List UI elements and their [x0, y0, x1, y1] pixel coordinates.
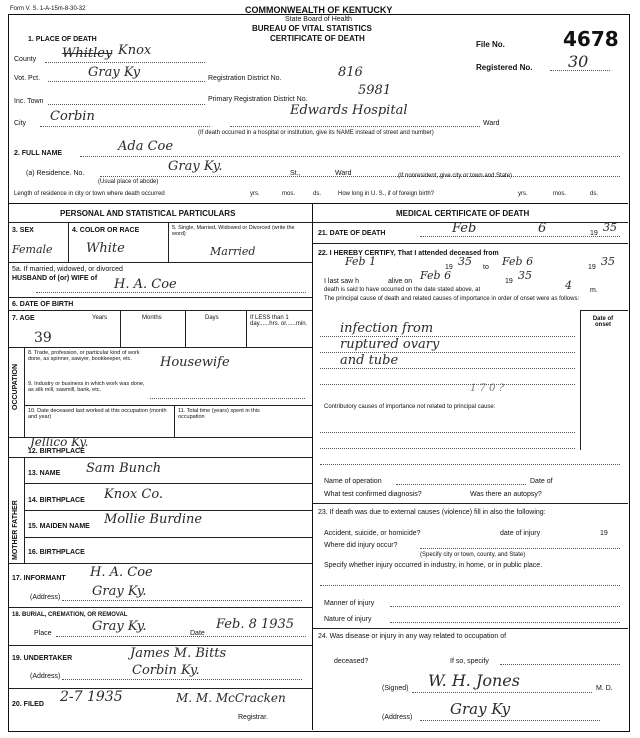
- from-year-prefix: 19: [445, 264, 453, 271]
- dod-year-value: 35: [603, 221, 617, 234]
- birthplace-value: Jellico Ky.: [30, 435, 89, 449]
- registered-no-label: Registered No.: [476, 63, 533, 72]
- county-line: [45, 62, 205, 63]
- external-causes-label: 23. If death was due to external causes (violence) fill in also the following:: [318, 509, 546, 516]
- doctor-address-value: Gray Ky: [450, 700, 511, 718]
- residence-label: (a) Residence. No.: [26, 170, 85, 177]
- length-residence-label: Length of residence in city or town where death occurred: [14, 191, 165, 197]
- burial-line: [56, 636, 306, 637]
- board-title: State Board of Health: [285, 16, 352, 23]
- from-year-value: 35: [458, 255, 472, 268]
- operation-date-label: Date of: [530, 478, 553, 485]
- signed-label: (Signed): [382, 685, 409, 692]
- mos-label-1: mos.: [282, 191, 296, 197]
- city-line: [40, 126, 210, 127]
- vot-line: [48, 81, 205, 82]
- row-line-4: [8, 347, 312, 348]
- injury-where-label: Where did injury occur?: [324, 542, 398, 549]
- certify-label: 22. I HEREBY CERTIFY, That I attended deceased from: [318, 250, 499, 257]
- informant-label: 17. INFORMANT: [12, 575, 66, 582]
- place-of-death-label: 1. PLACE OF DEATH: [28, 36, 97, 43]
- med-row-1: [312, 243, 628, 244]
- cause-rule-3: [320, 368, 575, 369]
- date-of-onset-label: Date of onset: [592, 316, 614, 328]
- row-line-10: [8, 563, 312, 564]
- father-birthplace-value: Knox Co.: [104, 487, 164, 502]
- mother-name-label: 15. MAIDEN NAME: [28, 523, 90, 530]
- test-label: What test confirmed diagnosis?: [324, 491, 422, 498]
- section-top-line: [8, 203, 628, 204]
- filed-value: 2-7 1935: [60, 689, 123, 705]
- v-age-2: [185, 310, 186, 347]
- contrib-rule-1: [320, 432, 575, 433]
- cause-line-2: ruptured ovary: [340, 337, 440, 352]
- spouse-value: H. A. Coe: [114, 277, 177, 292]
- row-line-2: [8, 297, 312, 298]
- row-line-6: [8, 457, 312, 458]
- registered-line: [550, 70, 610, 71]
- file-no-label: File No.: [476, 40, 505, 49]
- last-saw-label: I last saw h: [324, 278, 360, 285]
- registrar-value: M. M. McCracken: [176, 691, 286, 705]
- center-divider: [312, 203, 313, 730]
- burial-label: 18. BURIAL, CREMATION, OR REMOVAL: [12, 612, 128, 618]
- registered-number: 30: [568, 52, 589, 71]
- mother-name-value: Mollie Burdine: [104, 512, 203, 527]
- nonresident-note: (If nonresident, give city or town and State): [398, 173, 513, 179]
- burial-place-value: Gray Ky.: [92, 619, 147, 634]
- primary-reg-label: Primary Registration District No.: [208, 96, 308, 103]
- hospital-note: (If death occurred in a hospital or institution, give its NAME instead of street and number): [198, 130, 434, 136]
- burial-date-value: Feb. 8 1935: [216, 617, 295, 632]
- industry-label: 9. Industry or business in which work was done, as silk mill, sawmill, bank, etc.: [28, 381, 145, 393]
- injury-where-line: [420, 548, 620, 549]
- date-of-death-label: 21. DATE OF DEATH: [318, 230, 386, 237]
- birthplace-label: 12. BIRTHPLACE: [28, 448, 85, 455]
- attended-to-value: Feb 6: [502, 255, 534, 268]
- injury-specify-label: Specify whether injury occurred in industry, in home, or in public place.: [324, 562, 543, 569]
- med-row-2: [312, 503, 628, 504]
- sex-label: 3. SEX: [12, 227, 34, 234]
- medical-section-title: MEDICAL CERTIFICATE OF DEATH: [396, 209, 530, 218]
- age-label: 7. AGE: [12, 315, 35, 322]
- onset-divider: [580, 310, 581, 450]
- manner-line: [390, 606, 620, 607]
- father-name-label: 13. NAME: [28, 470, 61, 477]
- ward-label-2: Ward: [335, 170, 352, 177]
- attended-from-value: Feb 1: [345, 255, 377, 268]
- physician-signature: W. H. Jones: [428, 671, 520, 690]
- deceased-label: deceased?: [334, 658, 369, 665]
- doctor-address-line: [420, 720, 600, 721]
- mother-birthplace-label: 16. BIRTHPLACE: [28, 549, 85, 556]
- operation-label: Name of operation: [324, 478, 382, 485]
- father-name-value: Sam Bunch: [86, 461, 162, 476]
- ds-label-1: ds.: [313, 191, 322, 197]
- to-label: to: [483, 264, 489, 271]
- row-line-1: [8, 262, 312, 263]
- alive-year-prefix: 19: [505, 278, 513, 285]
- industry-line: [150, 398, 305, 399]
- undertaker-label: 19. UNDERTAKER: [12, 655, 73, 662]
- cause-rule-2: [320, 352, 575, 353]
- alive-on-label: alive on: [388, 278, 413, 285]
- principal-cause-label: The principal cause of death and related causes of importance in order of onset were as follows:: [324, 296, 580, 302]
- dod-year-prefix: 19: [590, 230, 598, 237]
- death-said-label: death is said to have occurred on the date stated above, at: [324, 287, 481, 293]
- ward-label-1: Ward: [483, 120, 500, 127]
- registration-district-label: Registration District No.: [208, 75, 282, 82]
- if-so-label: If so, specify: [450, 658, 489, 665]
- days-label: Days: [205, 315, 219, 321]
- injury-where-note: (Specify city or town, county, and State): [420, 552, 526, 558]
- med-row-3: [312, 628, 628, 629]
- burial-place-label: Place: [34, 630, 52, 637]
- undertaker-address-label: (Address): [30, 673, 61, 680]
- filed-label: 20. FILED: [12, 701, 44, 708]
- signed-line: [412, 692, 592, 693]
- occupation-value: Housewife: [160, 355, 230, 370]
- v-age-1: [120, 310, 121, 347]
- alive-on-value: Feb 6: [420, 269, 452, 282]
- county-value: Knox: [118, 43, 152, 58]
- section-title-line: [8, 222, 628, 223]
- vot-pct-value: Gray Ky: [88, 65, 141, 80]
- sex-value: Female: [12, 243, 53, 256]
- color-label: 4. COLOR OR RACE: [72, 227, 140, 234]
- doctor-address-label: (Address): [382, 714, 413, 721]
- husband-label: HUSBAND of (or) WIFE of: [12, 275, 98, 282]
- yrs-label-1: yrs.: [250, 191, 260, 197]
- to-year-value: 35: [601, 255, 615, 268]
- inc-town-label: Inc. Town: [14, 98, 44, 105]
- occupation-side-label: OCCUPATION: [12, 363, 19, 410]
- occupation-related-label: 24. Was disease or injury in any way related to occupation of: [318, 633, 507, 640]
- row-line-3: [8, 310, 312, 311]
- informant-address-label: (Address): [30, 594, 61, 601]
- injury-date-label: date of injury: [500, 530, 541, 537]
- town-line: [48, 104, 205, 105]
- contrib-rule-2: [320, 448, 575, 449]
- less-than-day-label: If LESS than 1 day......hrs. or......min.: [250, 315, 308, 327]
- bureau-title: BUREAU OF VITAL STATISTICS: [252, 24, 372, 33]
- autopsy-label: Was there an autopsy?: [470, 491, 542, 498]
- hospital-line: [230, 126, 480, 127]
- row-line-13: [8, 688, 312, 689]
- form-id: Form V. S. 1-A-15m-8-30-32: [10, 6, 86, 12]
- occ-inner-line: [24, 405, 312, 406]
- age-value: 39: [34, 330, 52, 346]
- months-label: Months: [142, 315, 162, 321]
- undertaker-line: [62, 679, 302, 680]
- dod-line: [420, 236, 620, 237]
- color-value: White: [86, 241, 125, 256]
- father-birthplace-label: 14. BIRTHPLACE: [28, 497, 85, 504]
- city-value: Corbin: [50, 109, 95, 124]
- contributory-label: Contributory causes of importance not related to principal cause:: [324, 404, 496, 410]
- dod-month-value: Feb: [452, 221, 477, 236]
- death-hour-value: 4: [565, 279, 572, 292]
- cause-rule-1: [320, 336, 575, 337]
- full-name-value: Ada Coe: [118, 139, 174, 154]
- county-struck: Whitley: [62, 46, 113, 61]
- time-suffix: m.: [590, 287, 598, 294]
- residence-value: Gray Ky.: [168, 159, 223, 174]
- row-line-8: [24, 510, 312, 511]
- total-time-label: 11. Total time (years) spent in this occupation: [178, 408, 260, 420]
- cause-rule-4: [320, 384, 575, 385]
- nature-label: Nature of injury: [324, 616, 372, 623]
- contrib-rule-3: [320, 464, 620, 465]
- personal-section-title: PERSONAL AND STATISTICAL PARTICULARS: [60, 209, 236, 218]
- file-number: 4678: [563, 27, 619, 51]
- undertaker-value: James M. Bitts: [130, 646, 227, 661]
- name-line: [80, 156, 620, 157]
- row-line-7: [24, 483, 312, 484]
- mos-label-2: mos.: [553, 191, 567, 197]
- row-line-11: [8, 607, 312, 608]
- dod-day-value: 6: [538, 221, 547, 236]
- marital-value: Married: [210, 245, 256, 258]
- full-name-label: 2. FULL NAME: [14, 150, 63, 157]
- if-so-line: [500, 664, 620, 665]
- row-line-9: [24, 537, 312, 538]
- certificate-title: CERTIFICATE OF DEATH: [270, 34, 365, 43]
- v-sex-color: [68, 222, 69, 262]
- cause-line-3: and tube: [340, 353, 399, 368]
- injury-specify-line: [320, 585, 620, 586]
- usual-place-note: (Usual place of abode): [98, 179, 159, 185]
- ds-label-2: ds.: [590, 191, 599, 197]
- primary-reg-value: 5981: [358, 83, 392, 98]
- to-year-prefix: 19: [588, 264, 596, 271]
- vot-pct-label: Vot. Pct.: [14, 75, 41, 82]
- county-label: County: [14, 56, 37, 63]
- v-age-3: [246, 310, 247, 347]
- cause-line-1: infection from: [340, 321, 434, 336]
- v-occ-side: [24, 347, 25, 437]
- onset-top-line: [580, 310, 628, 311]
- registration-district-value: 816: [338, 65, 363, 80]
- cause-extra-note: 1 7 0 ?: [470, 383, 504, 394]
- city-label: City: [14, 120, 27, 127]
- hospital-value: Edwards Hospital: [290, 103, 408, 118]
- st-label: St.,: [290, 170, 301, 177]
- v-occ-split: [174, 405, 175, 437]
- yrs-label-2: yrs.: [518, 191, 528, 197]
- last-worked-label: 10. Date deceased last worked at this occupation (month and year): [28, 408, 167, 420]
- spouse-label: 5a. If married, widowed, or divorced: [12, 266, 123, 273]
- spouse-line: [36, 292, 306, 293]
- registrar-label: Registrar.: [238, 714, 268, 721]
- informant-address-value: Gray Ky.: [92, 584, 147, 599]
- residence-line: [100, 176, 620, 177]
- operation-line: [396, 484, 526, 485]
- md-label: M. D.: [596, 685, 613, 692]
- undertaker-address-value: Corbin Ky.: [132, 663, 200, 678]
- informant-value: H. A. Coe: [90, 565, 153, 580]
- parents-side-label: MOTHER FATHER: [12, 500, 19, 560]
- dob-label: 6. DATE OF BIRTH: [12, 301, 74, 308]
- burial-date-label: Date: [190, 630, 205, 637]
- alive-year-value: 35: [518, 269, 532, 282]
- year-prefix-injury: 19: [600, 530, 608, 537]
- us-residence-label: How long in U. S., if of foreign birth?: [338, 191, 435, 197]
- nature-line: [390, 622, 620, 623]
- accident-label: Accident, suicide, or homicide?: [324, 530, 421, 537]
- manner-label: Manner of injury: [324, 600, 375, 607]
- marital-label: 5. Single, Married, Widowed or Divorced (write the word): [172, 225, 295, 237]
- years-label: Years: [92, 315, 108, 321]
- v-color-marital: [168, 222, 169, 262]
- informant-address-line: [62, 600, 302, 601]
- state-title: COMMONWEALTH OF KENTUCKY: [245, 5, 393, 15]
- trade-label: 8. Trade, profession, or particular kind of work done, as spinner, sawyer, bookkeeper, etc.: [28, 350, 140, 362]
